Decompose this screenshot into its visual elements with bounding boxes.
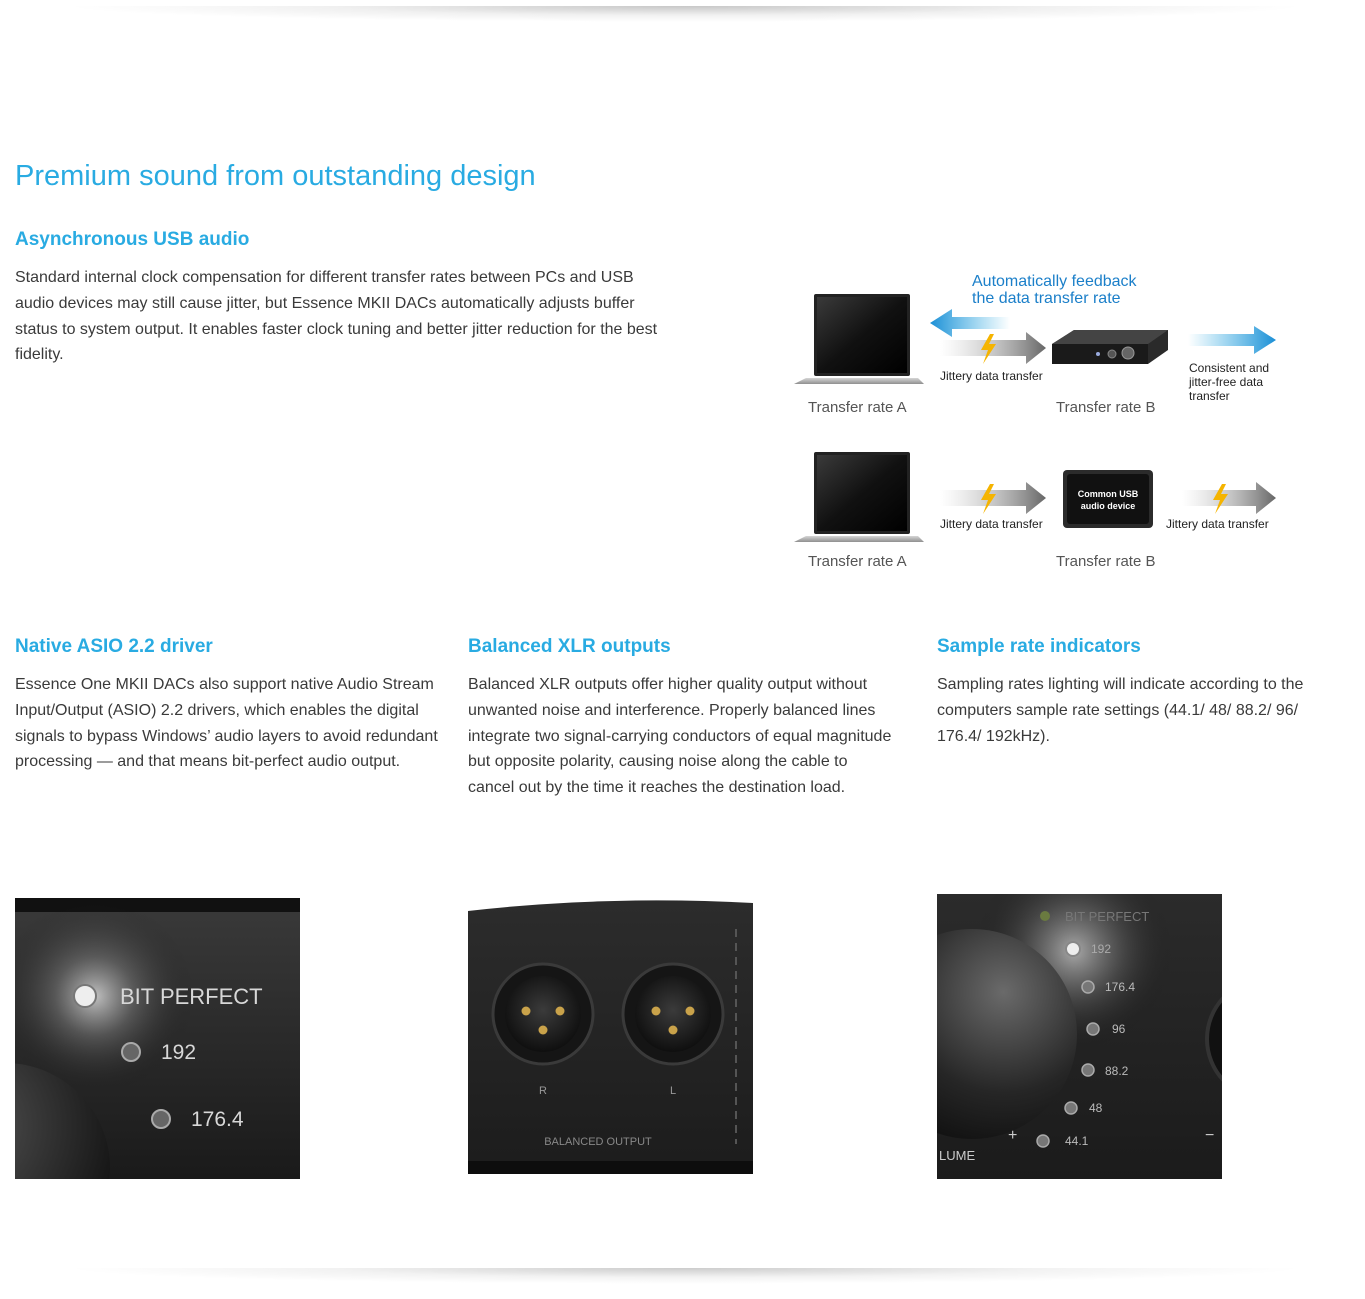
- jittery-label-3: Jittery data transfer: [1166, 517, 1269, 531]
- balanced-output-label: BALANCED OUTPUT: [544, 1136, 652, 1148]
- indicator-led-icon: [1040, 911, 1050, 921]
- indicator-led-icon: [1037, 1135, 1049, 1147]
- indicator-led-icon: [1082, 981, 1094, 993]
- rate-a-label-bottom: Transfer rate A: [808, 553, 907, 570]
- rate-176-label: 176.4: [1105, 980, 1136, 994]
- xlr-heading: Balanced XLR outputs: [468, 636, 671, 657]
- rate-b-label-bottom: Transfer rate B: [1056, 553, 1156, 570]
- rate-192-label: 192: [161, 1041, 197, 1064]
- laptop-icon: [794, 294, 924, 384]
- jittery-label-2: Jittery data transfer: [940, 517, 1043, 531]
- bit-perfect-photo: [15, 898, 300, 1179]
- indicator-led-icon: [1082, 1064, 1094, 1076]
- xlr-body: Balanced XLR outputs offer higher quality output without unwanted noise and interference. Properly balanced lines integrate two signal-carrying conductors of equal magnitude but opposite polarity, causing noise along the cable to cancel out by the time it reaches the destination load.: [468, 676, 892, 797]
- feedback-arrow-icon: [930, 309, 1010, 337]
- feedback-label-line2: the data transfer rate: [972, 290, 1121, 307]
- asio-body: Essence One MKII DACs also support native Audio Stream Input/Output (ASIO) 2.2 drivers, which enables the digital signals to bypass Windows’ audio layers to avoid redundant processing — and that means bit-perfect audio output.: [15, 676, 438, 771]
- xlr-connector-icon: [493, 964, 593, 1064]
- async-usb-diagram: [780, 262, 1300, 582]
- common-device-label-2: audio device: [1080, 501, 1136, 511]
- rate-48-label: 48: [1089, 1101, 1103, 1115]
- sample-heading: Sample rate indicators: [937, 636, 1141, 657]
- xlr-connector-icon: [623, 964, 723, 1064]
- feedback-label-line1: Automatically feedback: [972, 273, 1137, 290]
- consistent-label-3: transfer: [1189, 389, 1230, 403]
- rate-44-label: 44.1: [1065, 1134, 1089, 1148]
- section-title: Premium sound from outstanding design: [15, 160, 536, 192]
- minus-label: −: [1205, 1127, 1215, 1144]
- rate-96-label: 96: [1112, 1022, 1126, 1036]
- xlr-outputs-photo: [468, 899, 753, 1174]
- indicator-led-icon: [1066, 942, 1080, 956]
- sample-body: Sampling rates lighting will indicate according to the computers sample rate settings (44.1/ 48/ 88.2/ 96/ 176.4/ 192kHz).: [937, 676, 1304, 745]
- output-arrow-icon: [1188, 326, 1276, 354]
- rate-88-label: 88.2: [1105, 1064, 1129, 1078]
- xlr-right-label: R: [539, 1085, 547, 1097]
- indicator-led-icon: [152, 1110, 170, 1128]
- jittery-arrow-icon: [1182, 482, 1276, 514]
- bit-perfect-label: BIT PERFECT: [120, 984, 263, 1009]
- bottom-divider-shadow: [60, 1268, 1310, 1284]
- rate-192-label: 192: [1091, 942, 1112, 956]
- indicator-led-icon: [1087, 1023, 1099, 1035]
- rate-b-label-top: Transfer rate B: [1056, 399, 1156, 416]
- essence-dac-icon: [1052, 330, 1168, 364]
- usb-heading: Asynchronous USB audio: [15, 229, 250, 250]
- asio-heading: Native ASIO 2.2 driver: [15, 636, 213, 657]
- common-usb-device-icon: [1063, 470, 1153, 528]
- indicator-led-icon: [74, 985, 96, 1007]
- common-device-label-1: Common USB: [1077, 489, 1139, 499]
- rate-176-label: 176.4: [191, 1108, 244, 1131]
- laptop-icon: [794, 452, 924, 542]
- jittery-label-1: Jittery data transfer: [940, 369, 1043, 383]
- usb-body: Standard internal clock compensation for different transfer rates between PCs and USB audio devices may still cause jitter, but Essence MKII DACs automatically adjusts buffer status to system output. It enables faster clock tuning and better jitter reduction for the best fidelity.: [15, 269, 658, 364]
- sample-rate-photo: [937, 894, 1222, 1179]
- consistent-label-2: jitter-free data: [1189, 375, 1264, 389]
- plus-label: +: [1008, 1127, 1018, 1144]
- indicator-led-icon: [122, 1043, 140, 1061]
- volume-label: LUME: [939, 1148, 976, 1163]
- xlr-left-label: L: [669, 1085, 677, 1097]
- consistent-label-1: Consistent and: [1189, 361, 1270, 375]
- indicator-led-icon: [1065, 1102, 1077, 1114]
- bit-perfect-label: BIT PERFECT: [1065, 909, 1150, 924]
- top-divider-shadow: [60, 6, 1310, 22]
- rate-a-label-top: Transfer rate A: [808, 399, 907, 416]
